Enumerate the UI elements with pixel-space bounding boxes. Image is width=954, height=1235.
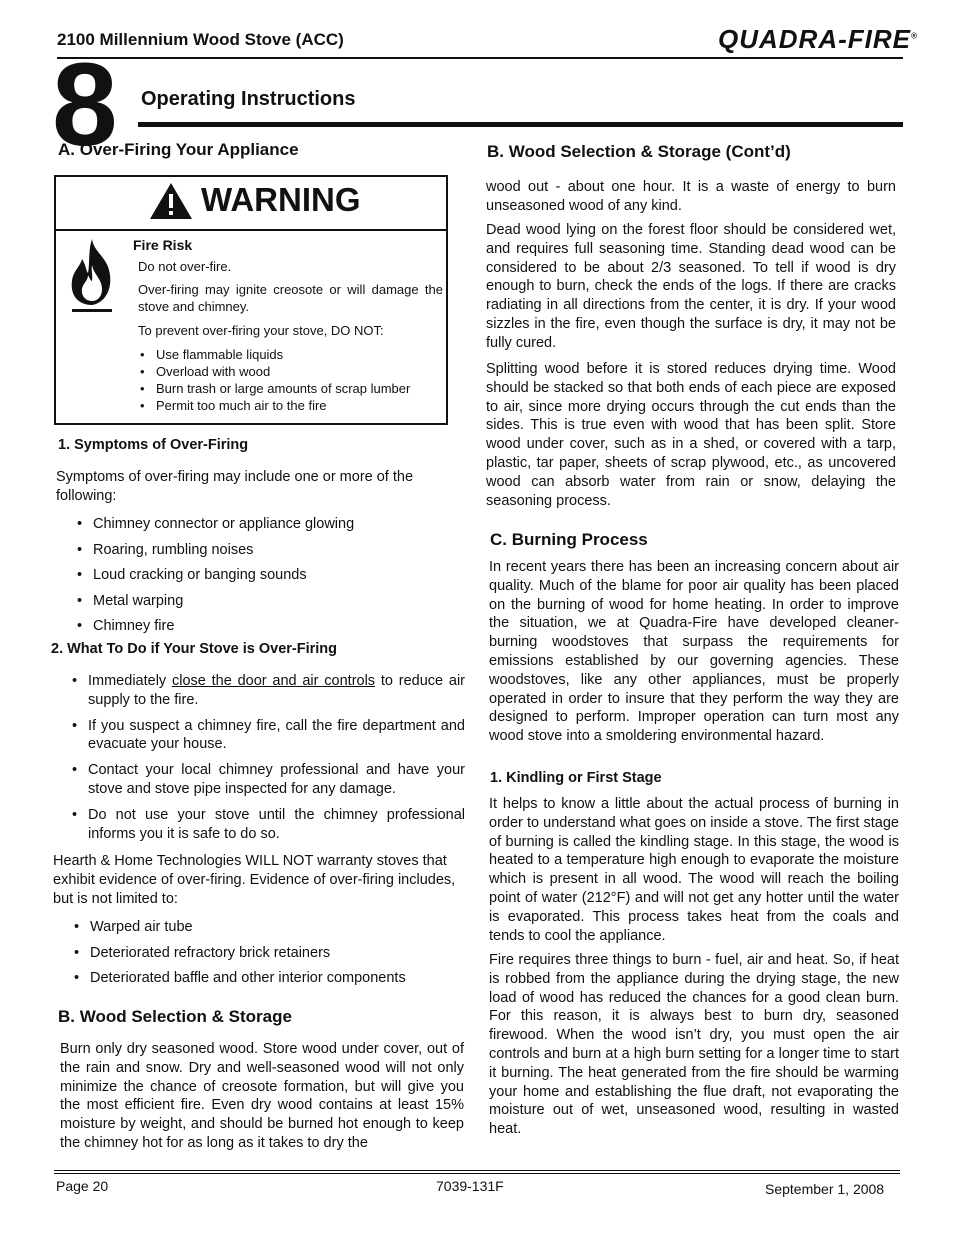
warranty-text: Hearth & Home Technologies WILL NOT warranty stoves that exhibit evidence of over-firing. Evidence of over-firing includes, but is not limited to: (53, 853, 456, 907)
warning-label: WARNING (201, 181, 361, 218)
heading-burning-process: C. Burning Process (490, 530, 648, 549)
wood-cont-paragraph-2: Dead wood lying on the forest floor should be considered wet, and requires full seasoning time. Standing dead wood can be considered to be about 2/3 seasoned. To tell if wood is dry enough to burn, check the ends of the logs. If there are cracks radiating in all directions from the center, it is dry. If your wood sizzles in the fire, even though the surface is dry, it may not be fully cured. (486, 222, 896, 351)
list-item: • Use flammable liquids (140, 347, 284, 362)
warning-line-2: Over-firing may ignite creosote or will damage the stove and chimney. (138, 282, 443, 314)
list-item: • Loud cracking or banging sounds (77, 567, 307, 584)
what-to-do-list (72, 672, 465, 843)
document-header-title: 2100 Millennium Wood Stove (ACC) (57, 30, 344, 49)
list-item: • Metal warping (77, 592, 184, 609)
symptoms-intro: Symptoms of over-firing may include one or more of the following: (56, 469, 414, 504)
fire-risk-title: Fire Risk (133, 237, 193, 253)
header-rule (57, 57, 903, 59)
wood-selection-text: Burn only dry seasoned wood. Store wood under cover, out of the rain and snow. Dry and well-seasoned wood will not only minimize the chance of creosote formation, but will give you the most efficient fire. Even dry wood contains at least 15% moisture by weight, and should be burned hot enough to keep the chimney hot for as long as it takes to dry the (60, 1041, 464, 1151)
footer-rule (54, 1170, 900, 1171)
footer-date: September 1, 2008 (765, 1181, 885, 1197)
heading-what-to-do: 2. What To Do if Your Stove is Over-Firing (51, 641, 337, 657)
list-item: • Burn trash or large amounts of scrap lumber (140, 381, 411, 396)
list-item: • Contact your local chimney professional and have your stove and stove pipe inspected for any damage. (72, 762, 465, 797)
footer-rule-inner (54, 1173, 900, 1174)
symptoms-list (77, 512, 463, 640)
fire-hazard-icon (64, 235, 120, 317)
kindling-paragraph-2: Fire requires three things to burn - fuel, air and heat. So, if heat is robbed from the appliance during the drying stage, the new load of wood has reduced the chances for a good clean burn. For this reason, it is always best to burn dry, seasoned firewood. When the wood isn’t dry, you must open the air controls and burn at a high burn setting for a longer time to start it burning. The heat generated from the fire should be warming your home and establishing the flue draft, not evaporating the moisture out of wet, unseasoned wood, resulting in wasted heat. (489, 952, 899, 1138)
heading-symptoms: 1. Symptoms of Over-Firing (58, 437, 249, 453)
list-item: • Roaring, rumbling noises (77, 541, 254, 558)
warning-list (140, 346, 446, 414)
list-item: • If you suspect a chimney fire, call the fire department and evacuate your house. (72, 717, 465, 753)
list-item: • Chimney fire (77, 618, 175, 635)
footer-page-number: Page 20 (56, 1178, 109, 1194)
warning-box (54, 175, 448, 425)
warning-line-3: To prevent over-firing your stove, DO NOT: (138, 323, 384, 338)
list-item: • Chimney connector or appliance glowing (77, 516, 355, 532)
list-item: • Warped air tube (74, 919, 193, 935)
section-number: 8 (52, 39, 118, 171)
list-item: • Deteriorated refractory brick retainers (74, 944, 331, 961)
list-item: • Permit too much air to the fire (140, 398, 327, 413)
list-item: • Deteriorated baffle and other interior components (74, 970, 406, 987)
section-rule (138, 122, 903, 127)
wood-cont-paragraph-3: Splitting wood before it is stored reduces drying time. Wood should be stacked so that both ends of each piece are exposed to air, since more drying occurs through the cut ends than the sides. This is true even with wood that has been split. Store wood under cover, such as in a shed, or covered with a tarp, plastic, tar paper, sheets of scrap plywood, etc., as uncovered wood can absorb water from rain or snow, delaying the seasoning process. (486, 361, 896, 509)
heading-wood-selection: B. Wood Selection & Storage (58, 1007, 292, 1026)
heading-over-firing: A. Over-Firing Your Appliance (58, 140, 299, 159)
warning-triangle-icon (149, 181, 193, 221)
warranty-list (74, 915, 465, 992)
section-title: Operating Instructions (141, 88, 356, 110)
emphasis-link-text: close the door and air controls (171, 673, 376, 689)
heading-wood-selection-cont: B. Wood Selection & Storage (Cont’d) (487, 142, 791, 161)
list-item: • Do not use your stove until the chimney professional informs you it is safe to do so. (72, 806, 465, 842)
warning-header (56, 177, 446, 231)
burning-process-text: In recent years there has been an increasing concern about air quality. Much of the blame for poor air quality has been placed on the burning of wood for home heating. In order to improve the situation, we at Quadra-Fire have developed cleaner-burning woodstoves that surpass the requirements for emissions established by our governing agencies. These woodstoves, like any other appliances, must be properly operated in order to insure that they perform the way they are designed to perform. Improper operation can turn most any wood stove into a smoldering environmental hazard. (489, 559, 899, 745)
list-item: • Immediately close the door and air controls to reduce air supply to the fire. (72, 673, 465, 708)
warning-line-1: Do not over-fire. (138, 259, 232, 274)
wood-cont-paragraph-1: wood out - about one hour. It is a waste of energy to burn unseasoned wood of any kind. (486, 179, 896, 214)
footer-document-number: 7039-131F (436, 1178, 504, 1194)
brand-logo: QUADRA-FIRE® (718, 24, 918, 54)
kindling-paragraph-1: It helps to know a little about the actual process of burning in order to understand what goes on inside a stove. The first stage of burning is called the kindling stage. In this stage, the wood is heated to a temperature high enough to evaporate the moisture which is present in all wood. The wood will reach the boiling point of water (212°F) and will not get any hotter until the water is evaporated. This process takes heat from the coals and tends to cool the appliance. (489, 796, 899, 944)
list-item: • Overload with wood (140, 364, 271, 379)
heading-kindling: 1. Kindling or First Stage (490, 770, 662, 786)
